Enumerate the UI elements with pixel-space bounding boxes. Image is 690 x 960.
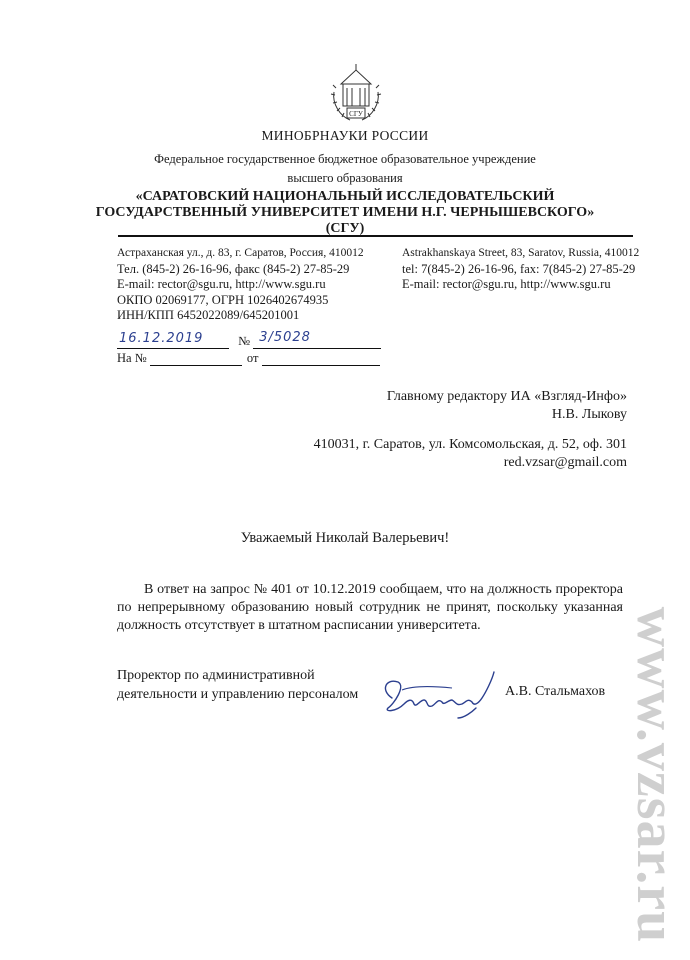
university-name-line-2: ГОСУДАРСТВЕННЫЙ УНИВЕРСИТЕТ ИМЕНИ Н.Г. ЧЕРНЫШЕВСКОГО»	[95, 205, 595, 220]
date-field	[117, 331, 229, 349]
contact-line: E-mail: rector@sgu.ru, http://www.sgu.ru	[117, 277, 326, 291]
contact-line: Тел. (845-2) 26-16-96, факс (845-2) 27-85-29	[117, 261, 350, 276]
contact-line: tel: 7(845-2) 26-16-96, fax: 7(845-2) 27-85-29	[402, 261, 636, 276]
university-logo	[328, 62, 384, 126]
contact-line: ОКПО 02069177, ОГРН 1026402674935	[117, 292, 329, 307]
addressee-title: Главному редактору ИА «Взгляд-Инфо»	[386, 389, 627, 404]
letter-body-text: В ответ на запрос № 401 от 10.12.2019 сообщаем, что на должность проректора по непрерывному образованию новый сотрудник не принят, поскольку указанная должность отсутствует в штатном расписании университета.	[117, 582, 623, 633]
addressee-address: 410031, г. Саратов, ул. Комсомольская, д. 52, оф. 301	[313, 437, 627, 452]
university-abbreviation: (СГУ)	[325, 221, 365, 236]
contact-line: E-mail: rector@sgu.ru, http://www.sgu.ru	[402, 277, 611, 291]
institution-line-1: Федеральное государственное бюджетное образовательное учреждение	[154, 152, 536, 166]
reply-number-field	[150, 351, 242, 366]
signer-name: А.В. Стальмахов	[505, 684, 606, 699]
contact-line: Astrakhanskaya Street, 83, Saratov, Russia, 410012	[402, 247, 640, 259]
outgoing-registration	[117, 330, 381, 349]
from-label: от	[246, 351, 259, 365]
signer-position-line-1: Проректор по административной	[117, 668, 315, 683]
contact-line: ИНН/КПП 6452022089/645201001	[117, 308, 300, 322]
handwritten-date: 16.12.2019	[119, 331, 204, 346]
header-divider	[118, 235, 633, 237]
signer-position	[117, 666, 358, 704]
salutation: Уважаемый Николай Валерьевич!	[240, 530, 450, 546]
reply-label: На №	[117, 351, 147, 365]
addressee-email: red.vzsar@gmail.com	[503, 455, 627, 470]
contact-line: Астраханская ул., д. 83, г. Саратов, Россия, 410012	[117, 247, 364, 259]
reply-date-field	[262, 351, 380, 366]
letter-body	[117, 581, 623, 635]
addressee-block	[387, 388, 627, 424]
watermark	[626, 595, 686, 955]
addressee-contact	[314, 436, 627, 472]
signer-position-line-2: деятельности и управлению персоналом	[117, 687, 359, 702]
number-field	[253, 330, 381, 349]
contacts-russian	[117, 246, 364, 324]
handwritten-signature	[372, 668, 500, 720]
institution-line-2: высшего образования	[287, 171, 403, 185]
logo-text: СГУ	[349, 110, 363, 118]
addressee-name: Н.В. Лыкову	[551, 407, 627, 422]
reply-registration	[117, 351, 380, 366]
ministry-name: МИНОБРНАУКИ РОССИИ	[261, 128, 429, 143]
university-name-line-1: «САРАТОВСКИЙ НАЦИОНАЛЬНЫЙ ИССЛЕДОВАТЕЛЬСКИЙ	[135, 189, 555, 204]
handwritten-number: 3/5028	[259, 330, 311, 345]
watermark-text: www.vzsar.ru	[625, 606, 687, 944]
contacts-english	[402, 246, 639, 293]
number-label: №	[238, 334, 251, 348]
